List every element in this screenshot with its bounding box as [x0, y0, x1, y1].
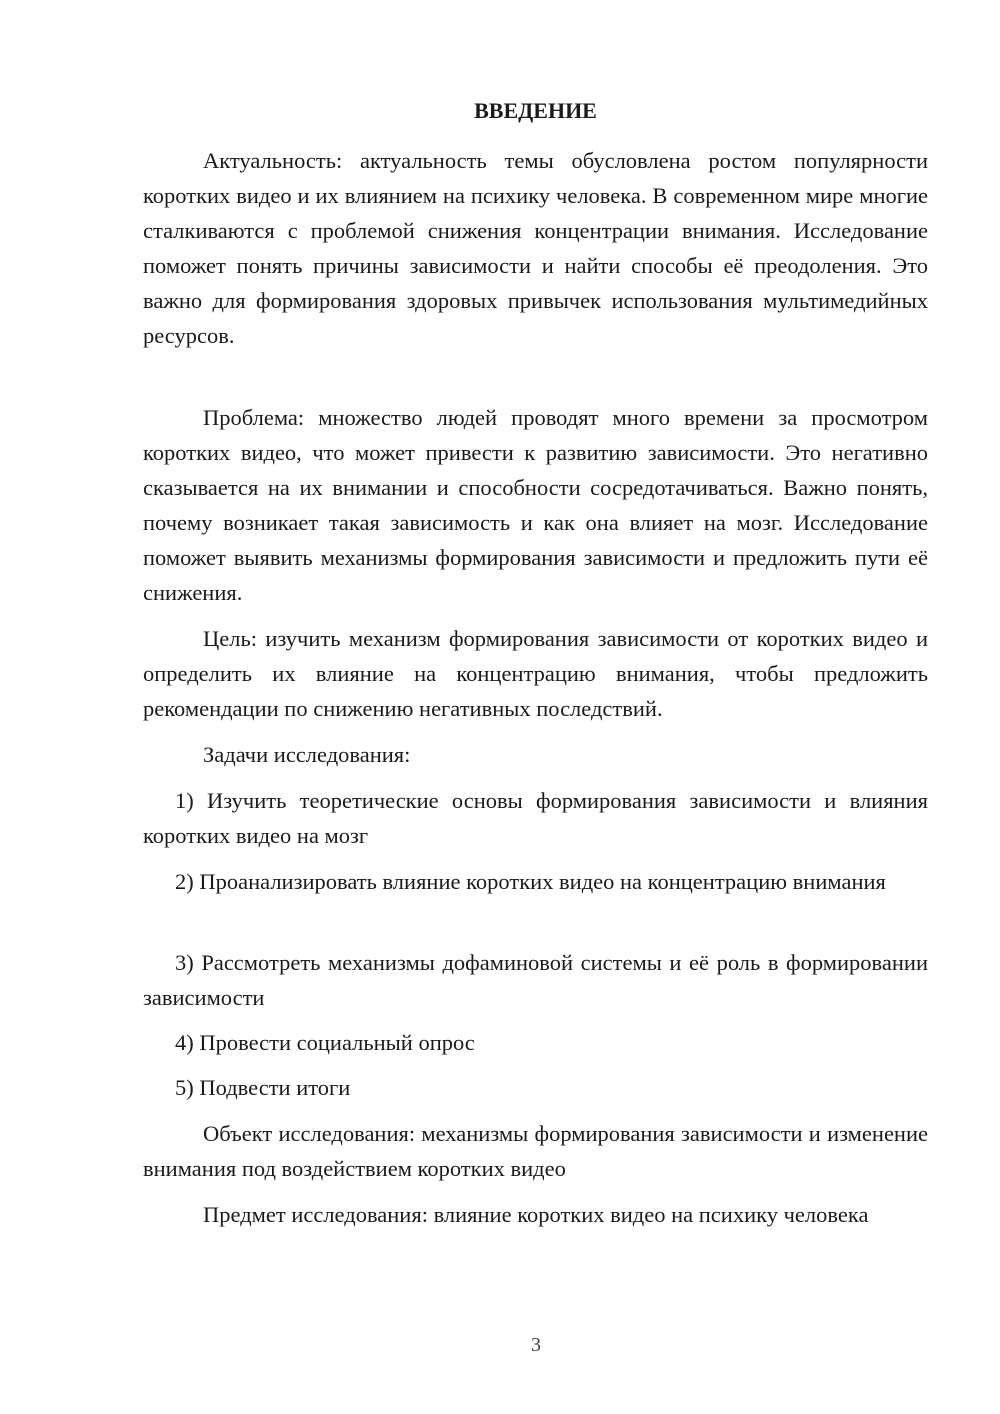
task-item-1: 1) Изучить теоретические основы формирования зависимости и влияния коротких видео на мозг — [143, 788, 928, 848]
subject-paragraph: Предмет исследования: влияние коротких видео на психику человека — [203, 1202, 869, 1227]
page-title: ВВЕДЕНИЕ — [474, 98, 597, 123]
task-item-2: 2) Проанализировать влияние коротких видео на концентрацию внимания — [175, 869, 886, 894]
task-item-5: 5) Подвести итоги — [175, 1075, 351, 1100]
tasks-heading: Задачи исследования: — [203, 742, 411, 767]
object-paragraph: Объект исследования: механизмы формирования зависимости и изменение внимания под воздействием коротких видео — [143, 1121, 928, 1181]
page-number: 3 — [531, 1334, 541, 1356]
goal-paragraph: Цель: изучить механизм формирования зависимости от коротких видео и определить их влияние на концентрацию внимания, чтобы предложить рекомендации по снижению негативных последствий. — [143, 626, 928, 721]
task-item-3: 3) Рассмотреть механизмы дофаминовой системы и её роль в формировании зависимости — [143, 950, 928, 1010]
relevance-paragraph: Актуальность: актуальность темы обусловлена ростом популярности коротких видео и их влиянием на психику человека. В современном мире многие сталкиваются с проблемой снижения концентрации внимания. Исследование поможет понять причины зависимости и найти способы её преодоления. Это важно для формирования здоровых привычек использования мультимедийных ресурсов. — [143, 148, 928, 348]
problem-paragraph: Проблема: множество людей проводят много времени за просмотром коротких видео, что может привести к развитию зависимости. Это негативно сказывается на их внимании и способности сосредотачиваться. Важно понять, почему возникает такая зависимость и как она влияет на мозг. Исследование поможет выявить механизмы формирования зависимости и предложить пути её снижения. — [143, 405, 928, 605]
task-item-4: 4) Провести социальный опрос — [175, 1030, 475, 1055]
